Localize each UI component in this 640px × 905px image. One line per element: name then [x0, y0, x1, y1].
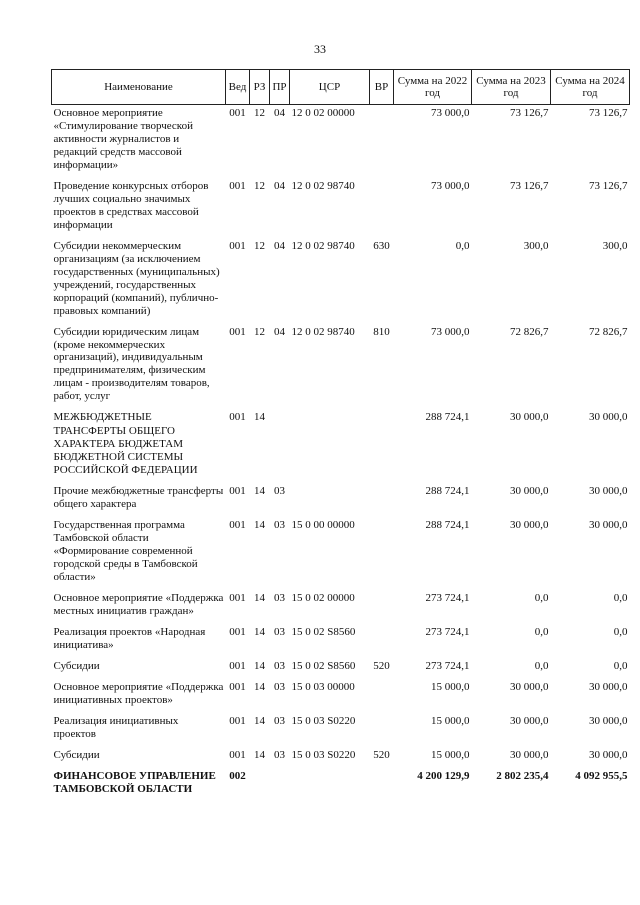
cell-sum-2023: 73 126,7 [510, 179, 549, 192]
cell-pr: 04 [274, 107, 285, 119]
cell-csr: 15 0 03 S0220 [291, 714, 356, 727]
cell-ved: 001 [229, 325, 246, 338]
table-row [52, 768, 630, 802]
table-row [52, 517, 630, 590]
cell-sum-2023: 30 000,0 [510, 748, 549, 761]
cell-vr [370, 517, 394, 590]
cell-sum-2022: 273 724,1 [425, 592, 470, 605]
cell-sum-2022: 273 724,1 [425, 659, 470, 672]
cell-sum-2023: 30 000,0 [510, 714, 549, 727]
cell-name: Субсидии [53, 748, 100, 761]
cell-sum-2024: 4 092 955,5 [575, 769, 628, 782]
cell-pr: 03 [274, 626, 285, 638]
cell-pr: 04 [274, 325, 285, 338]
header-ved: Вед [226, 70, 250, 105]
cell-sum-2022: 15 000,0 [431, 748, 470, 761]
cell-sum-2024: 300,0 [602, 239, 628, 252]
cell-sum-2023: 73 126,7 [510, 107, 549, 119]
cell-vr [370, 590, 394, 624]
cell-ved: 001 [229, 626, 246, 638]
cell-csr [290, 409, 370, 483]
cell-pr: 03 [274, 519, 285, 532]
cell-sum-2023: 30 000,0 [510, 485, 549, 498]
cell-sum-2024: 30 000,0 [589, 485, 628, 498]
header-pr: ПР [270, 70, 290, 105]
cell-vr [370, 624, 394, 658]
page-number: 33 [314, 42, 326, 56]
cell-sum-2022: 73 000,0 [431, 325, 470, 338]
cell-rz: 12 [254, 179, 265, 192]
cell-csr: 15 0 03 S0220 [291, 748, 356, 761]
cell-vr: 520 [373, 748, 390, 761]
cell-name: Субсидии [53, 659, 100, 672]
cell-vr [370, 409, 394, 483]
cell-csr [290, 768, 370, 802]
cell-csr: 15 0 02 00000 [291, 592, 355, 605]
cell-rz: 12 [254, 325, 265, 338]
cell-sum-2022: 4 200 129,9 [417, 769, 470, 782]
cell-sum-2022: 288 724,1 [425, 519, 470, 532]
cell-sum-2022: 15 000,0 [431, 680, 470, 693]
cell-vr: 810 [373, 325, 390, 338]
header-rz: РЗ [250, 70, 270, 105]
cell-sum-2024: 0,0 [613, 592, 628, 605]
table-row [52, 590, 630, 624]
cell-pr: 03 [274, 680, 285, 693]
cell-rz: 14 [254, 519, 265, 532]
cell-ved: 002 [229, 769, 246, 782]
header-csr: ЦСР [290, 70, 370, 105]
header-name: Наименование [52, 70, 226, 105]
header-sum-2024: Сумма на 2024 год [551, 70, 630, 105]
table-body [52, 105, 630, 802]
cell-rz: 14 [254, 592, 265, 605]
cell-sum-2024: 30 000,0 [589, 714, 628, 727]
cell-ved: 001 [229, 748, 246, 761]
cell-sum-2024: 30 000,0 [589, 519, 628, 532]
cell-csr: 12 0 02 98740 [291, 239, 355, 252]
header-sum-2023: Сумма на 2023 год [472, 70, 551, 105]
cell-csr: 15 0 02 S8560 [291, 659, 356, 672]
cell-sum-2024: 73 126,7 [589, 179, 628, 192]
table-row [52, 624, 630, 658]
cell-name: Основное мероприятие «Поддержка инициативных проектов» [53, 680, 224, 706]
cell-vr [370, 768, 394, 802]
cell-vr [370, 105, 394, 178]
cell-vr [370, 483, 394, 517]
cell-csr: 15 0 02 S8560 [291, 626, 356, 638]
cell-rz: 14 [254, 659, 265, 672]
cell-pr: 03 [274, 748, 285, 761]
cell-ved: 001 [229, 714, 246, 727]
table-row [52, 238, 630, 324]
cell-sum-2023: 30 000,0 [510, 680, 549, 693]
cell-csr: 12 0 02 00000 [291, 107, 355, 119]
cell-name: Основное мероприятие «Поддержка местных инициатив граждан» [53, 592, 224, 618]
table-row [52, 679, 630, 713]
cell-name: Государственная программа Тамбовской области «Формирование современной городской среды в Тамбовской области» [53, 519, 198, 584]
cell-sum-2024: 30 000,0 [589, 411, 628, 424]
cell-ved: 001 [229, 239, 246, 252]
cell-sum-2023: 0,0 [534, 626, 549, 638]
cell-pr [270, 409, 290, 483]
cell-sum-2022: 288 724,1 [425, 411, 470, 424]
table-header [52, 70, 630, 105]
cell-pr [270, 768, 290, 802]
table-row [52, 105, 630, 178]
cell-vr: 630 [373, 239, 390, 252]
cell-sum-2024: 72 826,7 [589, 325, 628, 338]
cell-rz: 12 [254, 107, 265, 119]
cell-pr: 03 [274, 485, 285, 498]
cell-sum-2024: 30 000,0 [589, 680, 628, 693]
cell-sum-2022: 0,0 [455, 239, 470, 252]
cell-rz: 14 [254, 626, 265, 638]
cell-pr: 03 [274, 659, 285, 672]
cell-csr: 12 0 02 98740 [291, 179, 355, 192]
cell-rz: 14 [254, 714, 265, 727]
table-row [52, 747, 630, 768]
cell-name: МЕЖБЮДЖЕТНЫЕ ТРАНСФЕРТЫ ОБЩЕГО ХАРАКТЕРА БЮДЖЕТАМ БЮДЖЕТНОЙ СИСТЕМЫ РОССИЙСКОЙ ФЕДЕРАЦИИ [53, 411, 198, 477]
cell-name: Субсидии некоммерческим организациям (за исключением государственных (муниципальных) учреждений, государственных корпораций (компаний), публично-правовых компаний) [53, 239, 220, 317]
cell-ved: 001 [229, 680, 246, 693]
cell-rz: 14 [254, 485, 265, 498]
header-vr: ВР [370, 70, 394, 105]
cell-ved: 001 [229, 519, 246, 532]
cell-sum-2022: 73 000,0 [431, 179, 470, 192]
cell-ved: 001 [229, 179, 246, 192]
cell-name: Основное мероприятие «Стимулирование творческой активности журналистов и редакций средств массовой информации» [53, 107, 193, 171]
cell-csr: 15 0 03 00000 [291, 680, 355, 693]
cell-ved: 001 [229, 659, 246, 672]
cell-name: ФИНАНСОВОЕ УПРАВЛЕНИЕ ТАМБОВСКОЙ ОБЛАСТИ [53, 769, 216, 795]
cell-rz: 14 [254, 680, 265, 693]
cell-vr: 520 [373, 659, 390, 672]
cell-csr: 12 0 02 98740 [291, 325, 355, 338]
cell-vr [370, 713, 394, 747]
cell-name: Проведение конкурсных отборов лучших социально значимых проектов в средствах массовой информации [53, 179, 209, 231]
cell-csr [290, 483, 370, 517]
cell-sum-2023: 0,0 [534, 659, 549, 672]
cell-sum-2024: 30 000,0 [589, 748, 628, 761]
cell-sum-2022: 288 724,1 [425, 485, 470, 498]
cell-sum-2022: 73 000,0 [431, 107, 470, 119]
cell-pr: 03 [274, 592, 285, 605]
cell-pr: 03 [274, 714, 285, 727]
cell-rz: 14 [254, 411, 265, 424]
cell-sum-2023: 72 826,7 [510, 325, 549, 338]
table-row [52, 409, 630, 483]
cell-name: Реализация проектов «Народная инициатива» [53, 626, 206, 651]
cell-ved: 001 [229, 107, 246, 119]
table-row [52, 713, 630, 747]
table-row [52, 483, 630, 517]
cell-sum-2023: 0,0 [534, 592, 549, 605]
cell-ved: 001 [229, 411, 246, 424]
cell-sum-2024: 73 126,7 [589, 107, 628, 119]
cell-name: Прочие межбюджетные трансферты общего характера [53, 485, 224, 511]
table-row [52, 324, 630, 410]
cell-pr: 04 [274, 239, 285, 252]
cell-sum-2024: 0,0 [613, 659, 628, 672]
cell-sum-2023: 30 000,0 [510, 519, 549, 532]
cell-sum-2024: 0,0 [613, 626, 628, 638]
budget-table [51, 69, 630, 802]
cell-sum-2023: 2 802 235,4 [496, 769, 549, 782]
cell-sum-2022: 15 000,0 [431, 714, 470, 727]
cell-sum-2022: 273 724,1 [425, 626, 470, 638]
cell-csr: 15 0 00 00000 [291, 519, 355, 532]
cell-pr: 04 [274, 179, 285, 192]
cell-ved: 001 [229, 592, 246, 605]
table-row [52, 178, 630, 238]
cell-ved: 001 [229, 485, 246, 498]
cell-rz [250, 768, 270, 802]
table-row [52, 658, 630, 679]
cell-vr [370, 679, 394, 713]
cell-rz: 14 [254, 748, 265, 761]
cell-vr [370, 178, 394, 238]
cell-rz: 12 [254, 239, 265, 252]
cell-name: Субсидии юридическим лицам (кроме некоммерческих организаций), индивидуальным предпринимателям, физическим лицам - производителям товаров, работ, услуг [53, 325, 210, 403]
cell-sum-2023: 30 000,0 [510, 411, 549, 424]
cell-sum-2023: 300,0 [523, 239, 549, 252]
header-sum-2022: Сумма на 2022 год [394, 70, 472, 105]
cell-name: Реализация инициативных проектов [53, 714, 179, 740]
